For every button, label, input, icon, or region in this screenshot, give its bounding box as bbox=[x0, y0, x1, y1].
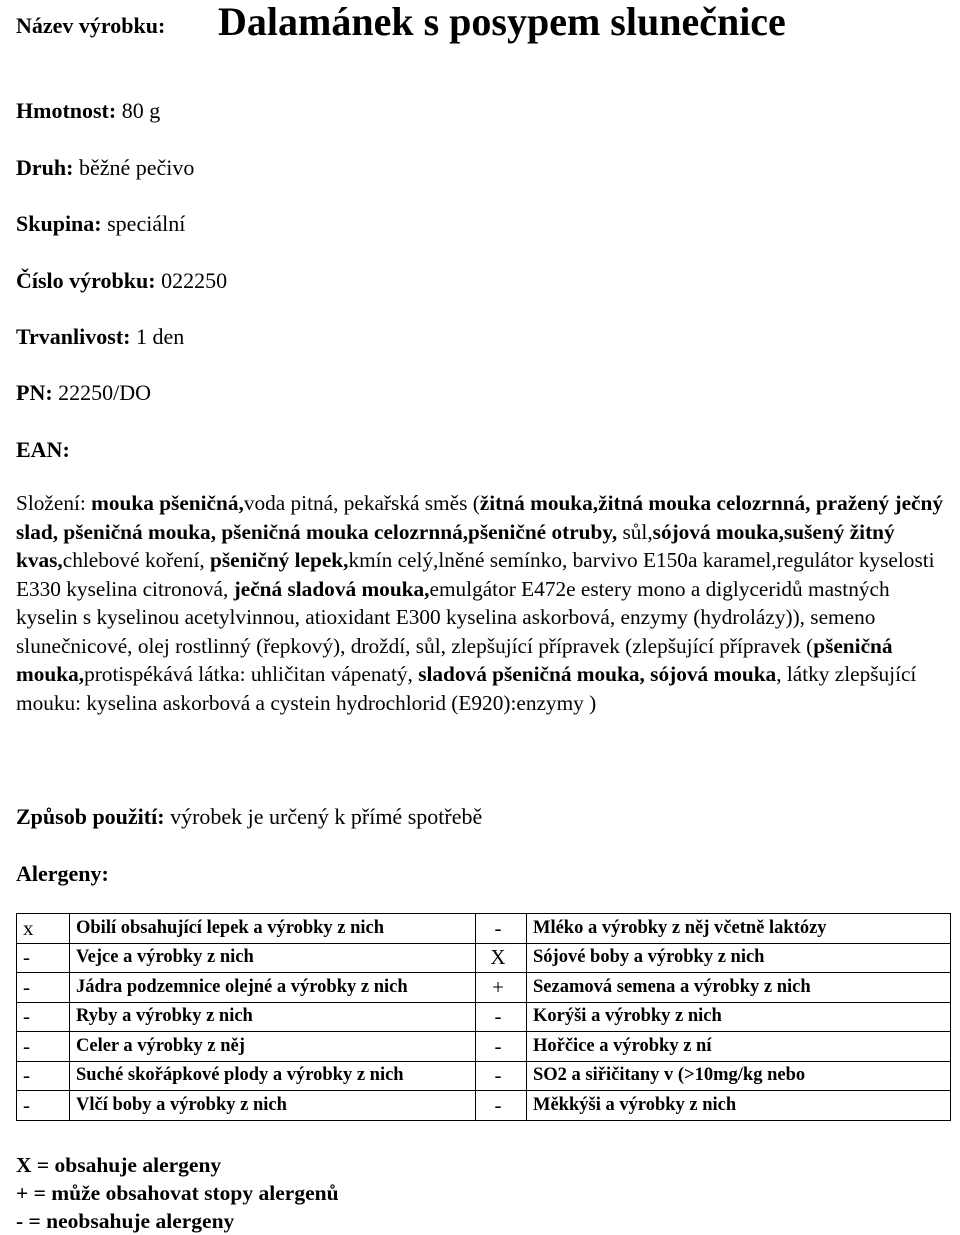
allergen-mark: X bbox=[476, 943, 527, 973]
usage bbox=[16, 804, 482, 830]
ingredient-segment: chlebové koření, bbox=[62, 548, 211, 572]
legend-line: - = neobsahuje alergeny bbox=[16, 1209, 235, 1233]
allergen-name: Vlčí boby a výrobky z nich bbox=[70, 1091, 476, 1121]
legend-line: + = může obsahovat stopy alergenů bbox=[16, 1181, 339, 1205]
allergen-name: Sójové boby a výrobky z nich bbox=[527, 943, 951, 973]
allergen-row bbox=[17, 1061, 951, 1091]
field-group bbox=[16, 211, 185, 237]
ingredient-segment: emulgátor E472e estery mono a diglyceridů mastných kyselin s kyselinou acetylvinnou, atioxidant E300 kyselina askorbová, enzymy (hydrolázy)), semeno slunečnicové, olej rostlinný (řepkový), droždí, sůl, zlepšující přípravek (zlepšující přípravek ( bbox=[16, 576, 890, 658]
ingredients-label: Složení: bbox=[16, 491, 86, 515]
allergen-name: Ryby a výrobky z nich bbox=[70, 1002, 476, 1032]
field-value: 80 g bbox=[121, 98, 161, 123]
allergens-heading: Alergeny: bbox=[16, 861, 109, 886]
field-value: běžné pečivo bbox=[78, 155, 195, 180]
allergens-table bbox=[16, 913, 951, 1121]
ingredient-segment: žitná mouka,žitná mouka celozrnná, pražený ječný slad, pšeničná mouka, pšeničná mouka celozrnná,pšeničné otruby, bbox=[16, 491, 943, 544]
allergen-mark: - bbox=[17, 1002, 70, 1032]
field-label: PN: bbox=[16, 380, 53, 405]
ingredients-text bbox=[16, 491, 943, 715]
field-value: 1 den bbox=[135, 324, 185, 349]
field-label: Číslo výrobku: bbox=[16, 268, 156, 293]
field-shelf-life bbox=[16, 324, 184, 350]
allergen-row bbox=[17, 914, 951, 944]
allergen-name: Vejce a výrobky z nich bbox=[70, 943, 476, 973]
field-pn bbox=[16, 380, 151, 406]
product-name-label: Název výrobku: bbox=[16, 13, 166, 38]
allergen-name: Sezamová semena a výrobky z nich bbox=[527, 973, 951, 1003]
ingredient-segment: kmín celý,lněné semínko, barvivo E150a karamel,regulátor kyselosti E330 kyselina citronová, bbox=[16, 548, 935, 601]
allergen-row bbox=[17, 1091, 951, 1121]
allergen-mark: x bbox=[17, 914, 70, 944]
field-weight bbox=[16, 98, 160, 124]
allergen-mark: - bbox=[476, 1061, 527, 1091]
field-value: 022250 bbox=[161, 268, 228, 293]
field-label: Hmotnost: bbox=[16, 98, 117, 123]
ingredient-segment: sůl, bbox=[617, 519, 653, 544]
legend-line: X = obsahuje alergeny bbox=[16, 1153, 222, 1177]
allergen-name: Suché skořápkové plody a výrobky z nich bbox=[70, 1061, 476, 1091]
ingredient-segment: , látky zlepšující mouku: kyselina askorbová a cystein hydrochlorid (E920):enzymy ) bbox=[16, 662, 917, 715]
field-value: speciální bbox=[107, 211, 186, 236]
field-label: Druh: bbox=[16, 155, 74, 180]
allergen-name: Mléko a výrobky z něj včetně laktózy bbox=[527, 914, 951, 944]
ingredient-segment: sladová pšeničná mouka, sójová mouka bbox=[418, 662, 777, 686]
field-label: Skupina: bbox=[16, 211, 102, 236]
allergen-name: SO2 a siřičitany v (>10mg/kg nebo bbox=[527, 1061, 951, 1091]
usage-value: výrobek je určený k přímé spotřebě bbox=[170, 804, 483, 829]
allergen-name: Celer a výrobky z něj bbox=[70, 1032, 476, 1062]
allergen-mark: + bbox=[476, 973, 527, 1003]
ingredient-segment: pšeničná mouka, bbox=[16, 633, 893, 686]
ingredient-segment: mouka pšeničná, bbox=[91, 491, 244, 515]
allergen-mark: - bbox=[17, 1032, 70, 1062]
field-value: 22250/DO bbox=[58, 380, 152, 405]
allergen-row bbox=[17, 943, 951, 973]
allergen-mark: - bbox=[17, 1061, 70, 1091]
ingredient-segment: voda pitná, pekařská směs ( bbox=[243, 491, 480, 515]
field-type bbox=[16, 155, 194, 181]
field-label: EAN: bbox=[16, 437, 70, 462]
allergen-mark: - bbox=[17, 973, 70, 1003]
product-name: Dalamánek s posypem slunečnice bbox=[218, 0, 786, 44]
allergen-row bbox=[17, 973, 951, 1003]
field-product-number bbox=[16, 268, 227, 294]
allergen-name: Korýši a výrobky z nich bbox=[527, 1002, 951, 1032]
allergen-name: Jádra podzemnice olejné a výrobky z nich bbox=[70, 973, 476, 1003]
allergen-mark: - bbox=[476, 1002, 527, 1032]
ingredient-segment: ječná sladová mouka, bbox=[233, 576, 430, 601]
ingredient-segment: pšeničný lepek, bbox=[210, 548, 349, 572]
allergen-name: Hořčice a výrobky z ní bbox=[527, 1032, 951, 1062]
allergen-row bbox=[17, 1032, 951, 1062]
ingredients-paragraph bbox=[16, 489, 951, 717]
field-label: Trvanlivost: bbox=[16, 324, 131, 349]
allergen-mark: - bbox=[476, 1091, 527, 1121]
allergen-mark: - bbox=[476, 914, 527, 944]
allergen-mark: - bbox=[17, 1091, 70, 1121]
allergen-row bbox=[17, 1002, 951, 1032]
usage-label: Způsob použití: bbox=[16, 804, 165, 829]
allergen-mark: - bbox=[476, 1032, 527, 1062]
allergen-name: Obilí obsahující lepek a výrobky z nich bbox=[70, 914, 476, 944]
allergen-mark: - bbox=[17, 943, 70, 973]
ingredient-segment: protispékává látka: uhličitan vápenatý, bbox=[84, 662, 419, 686]
allergen-name: Měkkýši a výrobky z nich bbox=[527, 1091, 951, 1121]
ingredient-segment: sójová mouka,sušený žitný kvas, bbox=[16, 519, 895, 572]
field-ean bbox=[16, 437, 70, 463]
